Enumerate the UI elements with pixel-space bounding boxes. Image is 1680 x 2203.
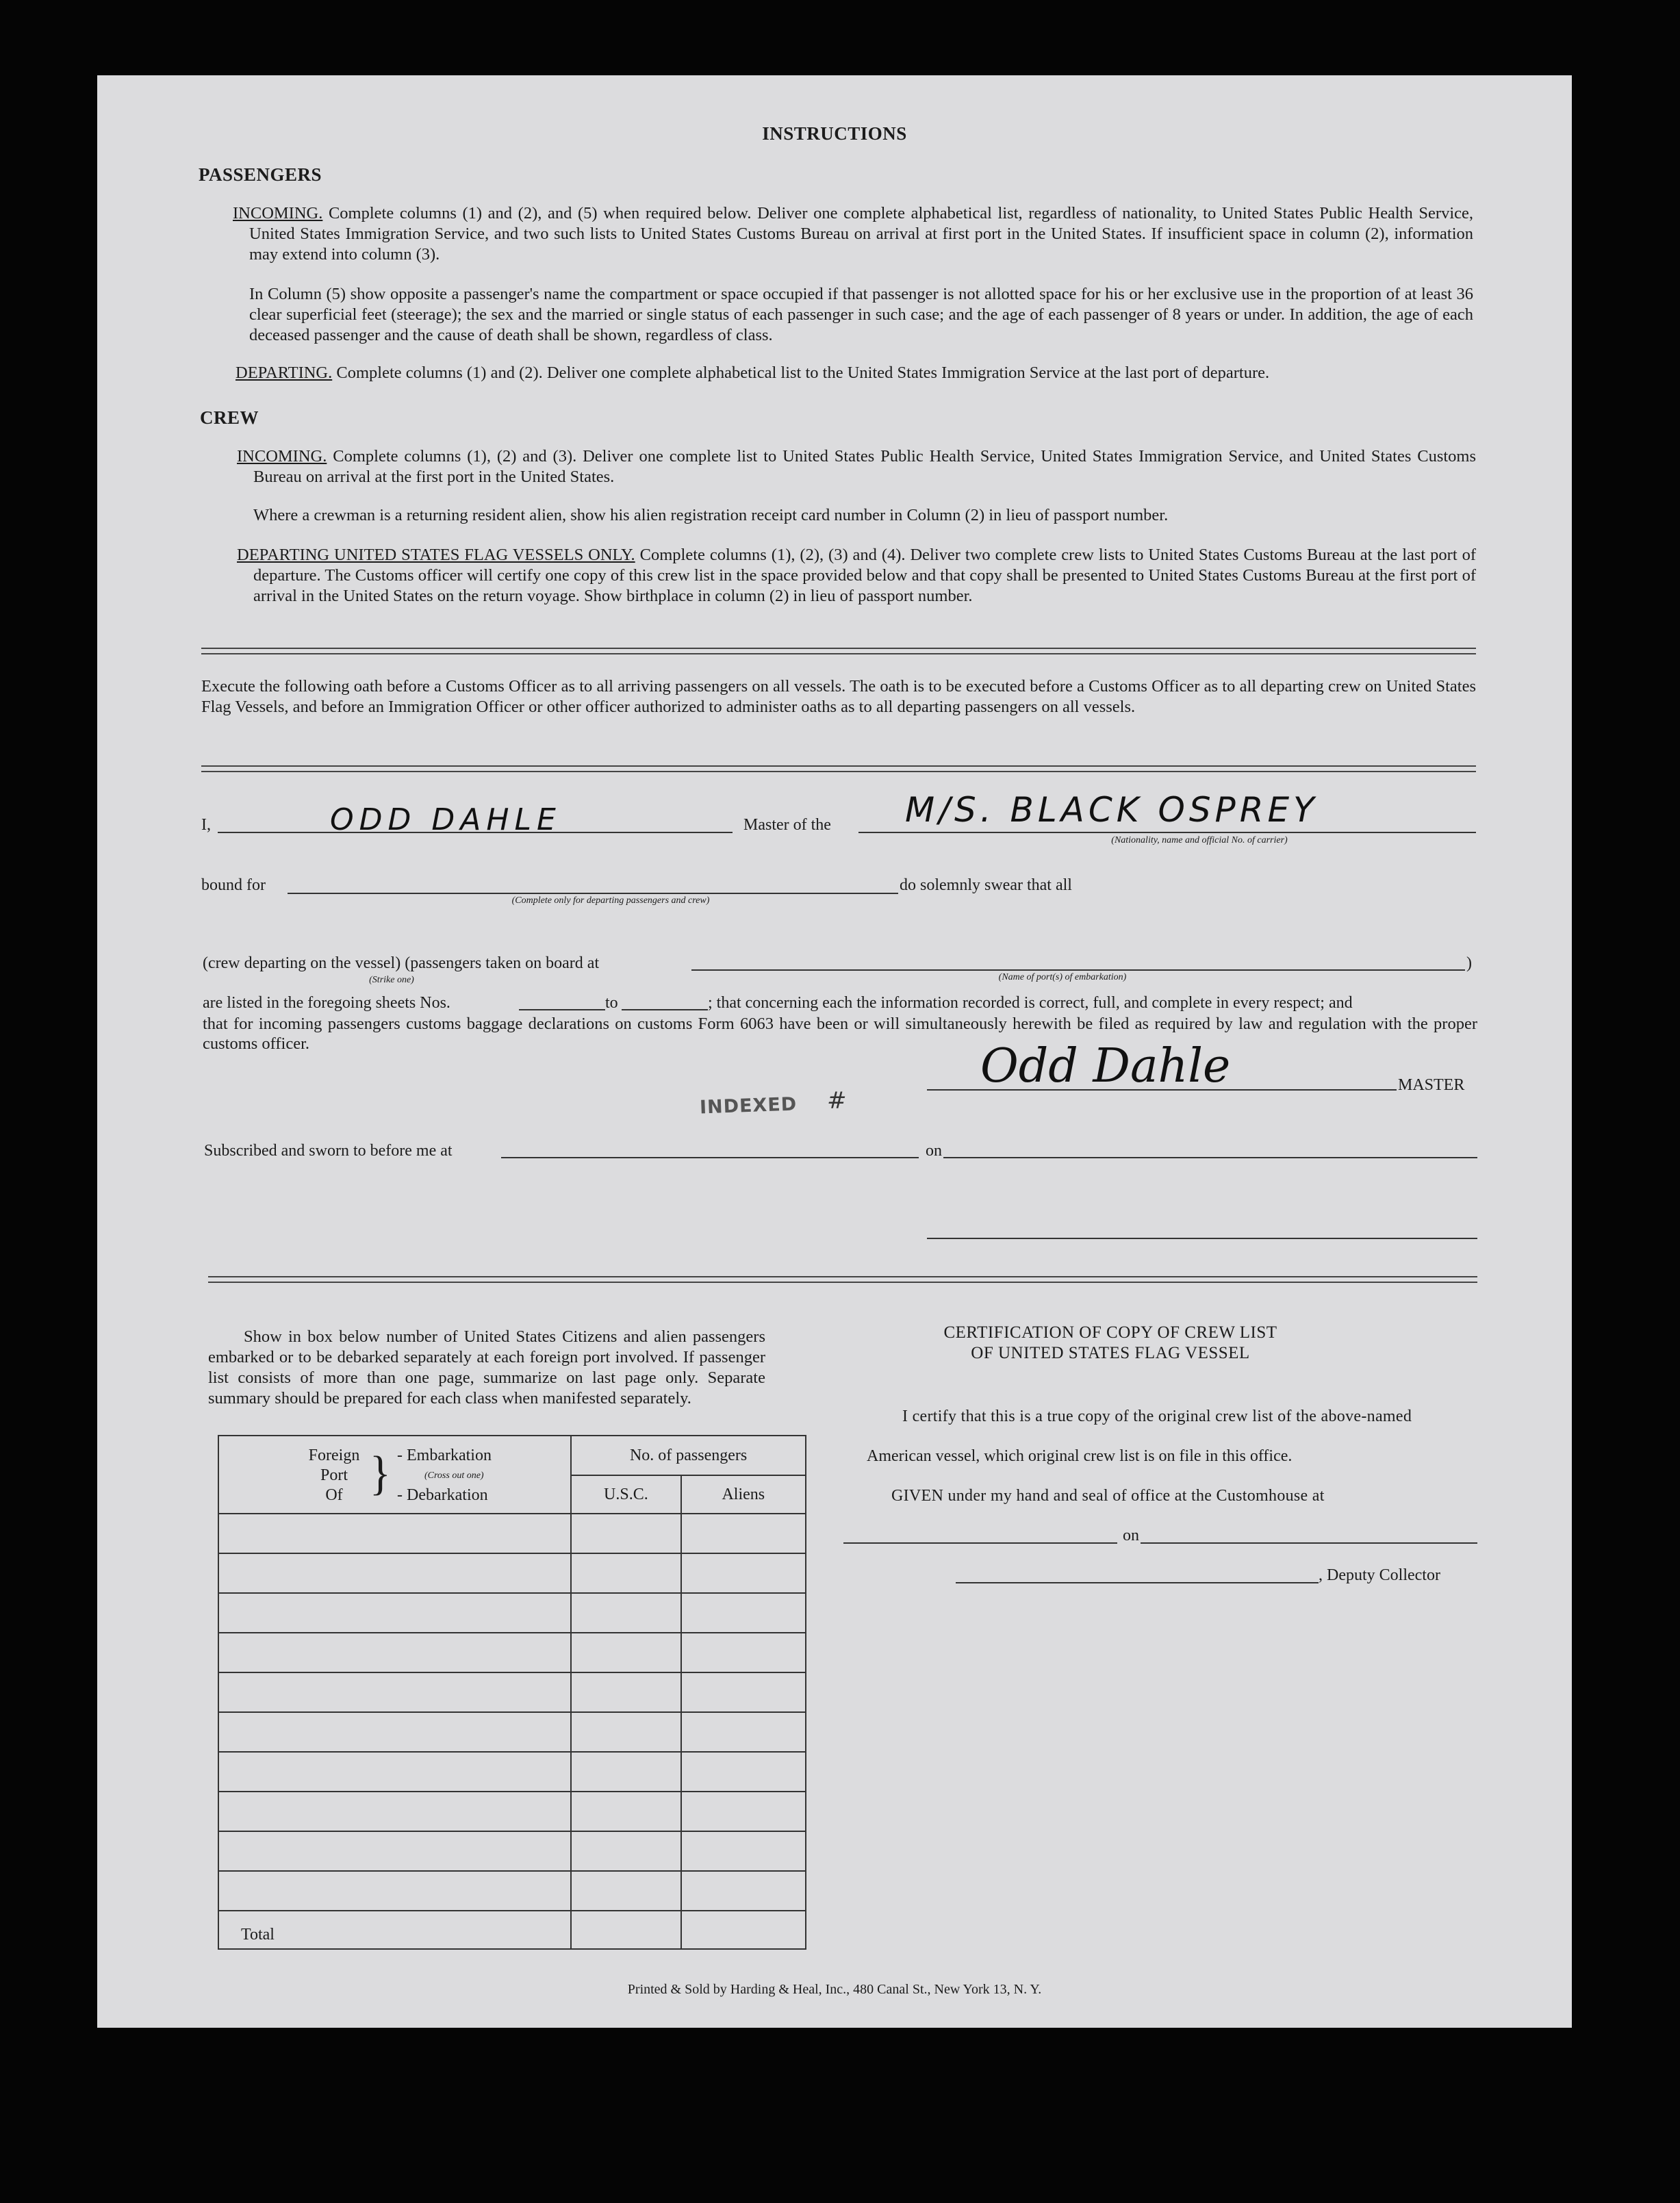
master-label: MASTER — [1398, 1076, 1465, 1094]
col-aliens: Aliens — [681, 1475, 806, 1514]
certify-text: I certify that this is a true copy of the original crew list of the above-named — [902, 1408, 1412, 1425]
swear-label: do solemnly swear that all — [900, 876, 1072, 894]
oath-intro: Execute the following oath before a Customs Officer as to all arriving passengers on all vessels. The oath is to be executed before a Customs Officer as to all departing crew on United States Flag Vessels, and before an Immigration Officer or other officer authorized to administer oaths as to all departing passengers on all vessels. — [201, 677, 1476, 716]
usc-total-cell[interactable] — [571, 1911, 680, 1949]
listed-text-a: are listed in the foregoing sheets Nos. — [203, 994, 450, 1012]
port-caption: (Name of port(s) of embarkation) — [998, 972, 1127, 982]
aliens-cell[interactable] — [681, 1831, 806, 1871]
vessel-caption: (Nationality, name and official No. of carrier) — [1111, 835, 1288, 845]
col-usc: U.S.C. — [571, 1475, 680, 1514]
certification-date-line — [1141, 1542, 1477, 1544]
aliens-cell[interactable] — [681, 1514, 806, 1553]
usc-cell[interactable] — [571, 1514, 680, 1553]
certification-title — [850, 1323, 1371, 1364]
bound-for-caption: (Complete only for departing passengers and crew) — [511, 895, 710, 906]
instructions-title: INSTRUCTIONS — [762, 123, 907, 144]
aliens-cell[interactable] — [681, 1553, 806, 1593]
usc-cell[interactable] — [571, 1871, 680, 1911]
sheet-to-line — [622, 1009, 708, 1010]
brace-icon: } — [370, 1446, 391, 1500]
usc-cell[interactable] — [571, 1792, 680, 1831]
port-cell[interactable] — [218, 1553, 571, 1593]
crew-incoming-paragraph — [237, 446, 1476, 487]
form-page — [97, 75, 1572, 2028]
crew-departing-label: DEPARTING UNITED STATES FLAG VESSELS ONLY. — [237, 546, 635, 564]
i-label: I, — [201, 816, 211, 834]
usc-cell[interactable] — [571, 1633, 680, 1672]
crew-departing-paragraph — [237, 545, 1476, 607]
to-label: to — [605, 994, 618, 1012]
port-cell[interactable] — [218, 1752, 571, 1792]
listed-text-b: ; that concerning each the information recorded is correct, full, and complete in every respect; and — [708, 994, 1353, 1012]
passengers-departing-label: DEPARTING. — [236, 364, 333, 382]
col-debarkation: - Debarkation — [397, 1486, 488, 1504]
total-label: Total — [218, 1911, 571, 1949]
port-cell[interactable] — [218, 1831, 571, 1871]
usc-cell[interactable] — [571, 1831, 680, 1871]
sworn-place-line — [501, 1157, 919, 1158]
officer-signature-line — [927, 1238, 1477, 1239]
passenger-summary-table — [218, 1435, 806, 1950]
sheet-from-line — [519, 1009, 605, 1010]
certification-on-label: on — [1123, 1527, 1139, 1544]
certification-title-line1: CERTIFICATION OF COPY OF CREW LIST — [943, 1323, 1277, 1342]
usc-cell[interactable] — [571, 1752, 680, 1792]
port-cell[interactable] — [218, 1593, 571, 1633]
listed-text-c: that for incoming passengers customs baggage declarations on customs Form 6063 have been or will simultaneously herewith be filed as required by law and regulation with the proper customs officer. — [203, 1015, 1477, 1053]
port-header-cell — [218, 1436, 571, 1514]
port-cell[interactable] — [218, 1712, 571, 1752]
subscribed-label: Subscribed and sworn to before me at — [204, 1142, 453, 1160]
aliens-cell[interactable] — [681, 1792, 806, 1831]
col-no-passengers: No. of passengers — [571, 1436, 806, 1475]
customhouse-line — [843, 1542, 1117, 1544]
usc-cell[interactable] — [571, 1553, 680, 1593]
crew-incoming-label: INCOMING. — [237, 447, 327, 466]
col-of: Of — [325, 1486, 343, 1504]
close-paren: ) — [1466, 954, 1472, 972]
given-text: GIVEN under my hand and seal of office at the Customhouse at — [891, 1487, 1325, 1505]
sworn-date-line — [943, 1157, 1477, 1158]
crew-departing-text: Complete columns (1), (2), (3) and (4). Deliver two complete crew lists to United States Customs Bureau at the last port of departure. The Customs officer will certify one copy of this crew list in the space provided below and that copy shall be presented to United States Customs Bureau at the first port of arrival in the United States on the return voyage. Show birthplace in column (2) in lieu of passport number. — [253, 546, 1476, 605]
usc-cell[interactable] — [571, 1672, 680, 1712]
master-signature: Odd Dahle — [980, 1039, 1231, 1093]
master-name-field[interactable]: ODD DAHLE — [330, 802, 561, 837]
port-cell[interactable] — [218, 1633, 571, 1672]
deputy-label: , Deputy Collector — [1319, 1566, 1440, 1584]
aliens-cell[interactable] — [681, 1871, 806, 1911]
crew-returning-paragraph: Where a crewman is a returning resident alien, show his alien registration receipt card number in Column (2) in lieu of passport number. — [253, 506, 1169, 524]
crew-heading: CREW — [200, 407, 259, 428]
crew-incoming-text: Complete columns (1), (2) and (3). Deliver one complete list to United States Public Health Service, United States Immigration Service, and United States Customs Bureau on arrival at the first port in the United States. — [253, 447, 1477, 486]
indexed-stamp: INDEXED — [699, 1093, 798, 1119]
port-cell[interactable] — [218, 1672, 571, 1712]
vessel-name-field[interactable]: M/S. BLACK OSPREY — [905, 790, 1319, 830]
aliens-cell[interactable] — [681, 1593, 806, 1633]
usc-cell[interactable] — [571, 1593, 680, 1633]
bound-for-line — [288, 893, 898, 894]
port-cell[interactable] — [218, 1514, 571, 1553]
divider — [201, 765, 1476, 772]
passengers-incoming-text: Complete columns (1) and (2), and (5) when required below. Deliver one complete alphabetical list, regardless of nationality, to United States Public Health Service, United States Immigration Service, and two such lists to United States Customs Bureau on arrival at first port in the United States. If insufficient space in column (2), information may extend into column (3). — [249, 204, 1474, 264]
port-cell[interactable] — [218, 1792, 571, 1831]
aliens-cell[interactable] — [681, 1633, 806, 1672]
certification-title-line2: OF UNITED STATES FLAG VESSEL — [971, 1344, 1250, 1362]
indexed-mark: # — [827, 1087, 847, 1115]
bound-for-label: bound for — [201, 876, 266, 894]
sworn-on-label: on — [926, 1142, 942, 1160]
col-foreign: Foreign — [308, 1447, 360, 1464]
divider — [201, 648, 1476, 654]
col-port: Port — [320, 1466, 348, 1484]
master-of-label: Master of the — [743, 816, 831, 834]
passengers-heading: PASSENGERS — [199, 164, 322, 185]
col-cross-out: (Cross out one) — [424, 1470, 484, 1481]
aliens-cell[interactable] — [681, 1712, 806, 1752]
embarkation-port-line — [691, 969, 1465, 971]
printer-footer: Printed & Sold by Harding & Heal, Inc., 480 Canal St., New York 13, N. Y. — [627, 1982, 1042, 1997]
passengers-incoming-label: INCOMING. — [233, 204, 323, 222]
port-cell[interactable] — [218, 1871, 571, 1911]
aliens-cell[interactable] — [681, 1672, 806, 1712]
passengers-incoming-paragraph — [233, 203, 1473, 265]
divider — [208, 1276, 1477, 1283]
col-embarkation: - Embarkation — [397, 1447, 492, 1464]
usc-cell[interactable] — [571, 1712, 680, 1752]
aliens-total-cell[interactable] — [681, 1911, 806, 1949]
strike-caption: (Strike one) — [369, 975, 414, 985]
crew-departing-label: (crew departing on the vessel) (passengers taken on board at — [203, 954, 600, 972]
passengers-departing-text: Complete columns (1) and (2). Deliver one complete alphabetical list to the United States Immigration Service at the last port of departure. — [336, 364, 1270, 382]
summary-instructions: Show in box below number of United States Citizens and alien passengers embarked or to be debarked separately at each foreign port involved. If passenger list consists of more than one page, summarize on last page only. Separate summary should be prepared for each class when manifested separately. — [208, 1327, 765, 1408]
american-text: American vessel, which original crew list is on file in this office. — [867, 1447, 1293, 1465]
vessel-line — [858, 832, 1476, 833]
deputy-signature-line — [956, 1582, 1319, 1583]
passengers-column5-paragraph: In Column (5) show opposite a passenger's name the compartment or space occupied if that passenger is not allotted space for his or her exclusive use in the proportion of at least 36 clear superficial feet (steerage); the sex and the married or single status of each passenger in such case; and the age of each passenger of 8 years or under. In addition, the age of each deceased passenger and the cause of death shall be shown, regardless of class. — [249, 285, 1473, 344]
aliens-cell[interactable] — [681, 1752, 806, 1792]
passengers-departing-paragraph — [236, 363, 1476, 383]
